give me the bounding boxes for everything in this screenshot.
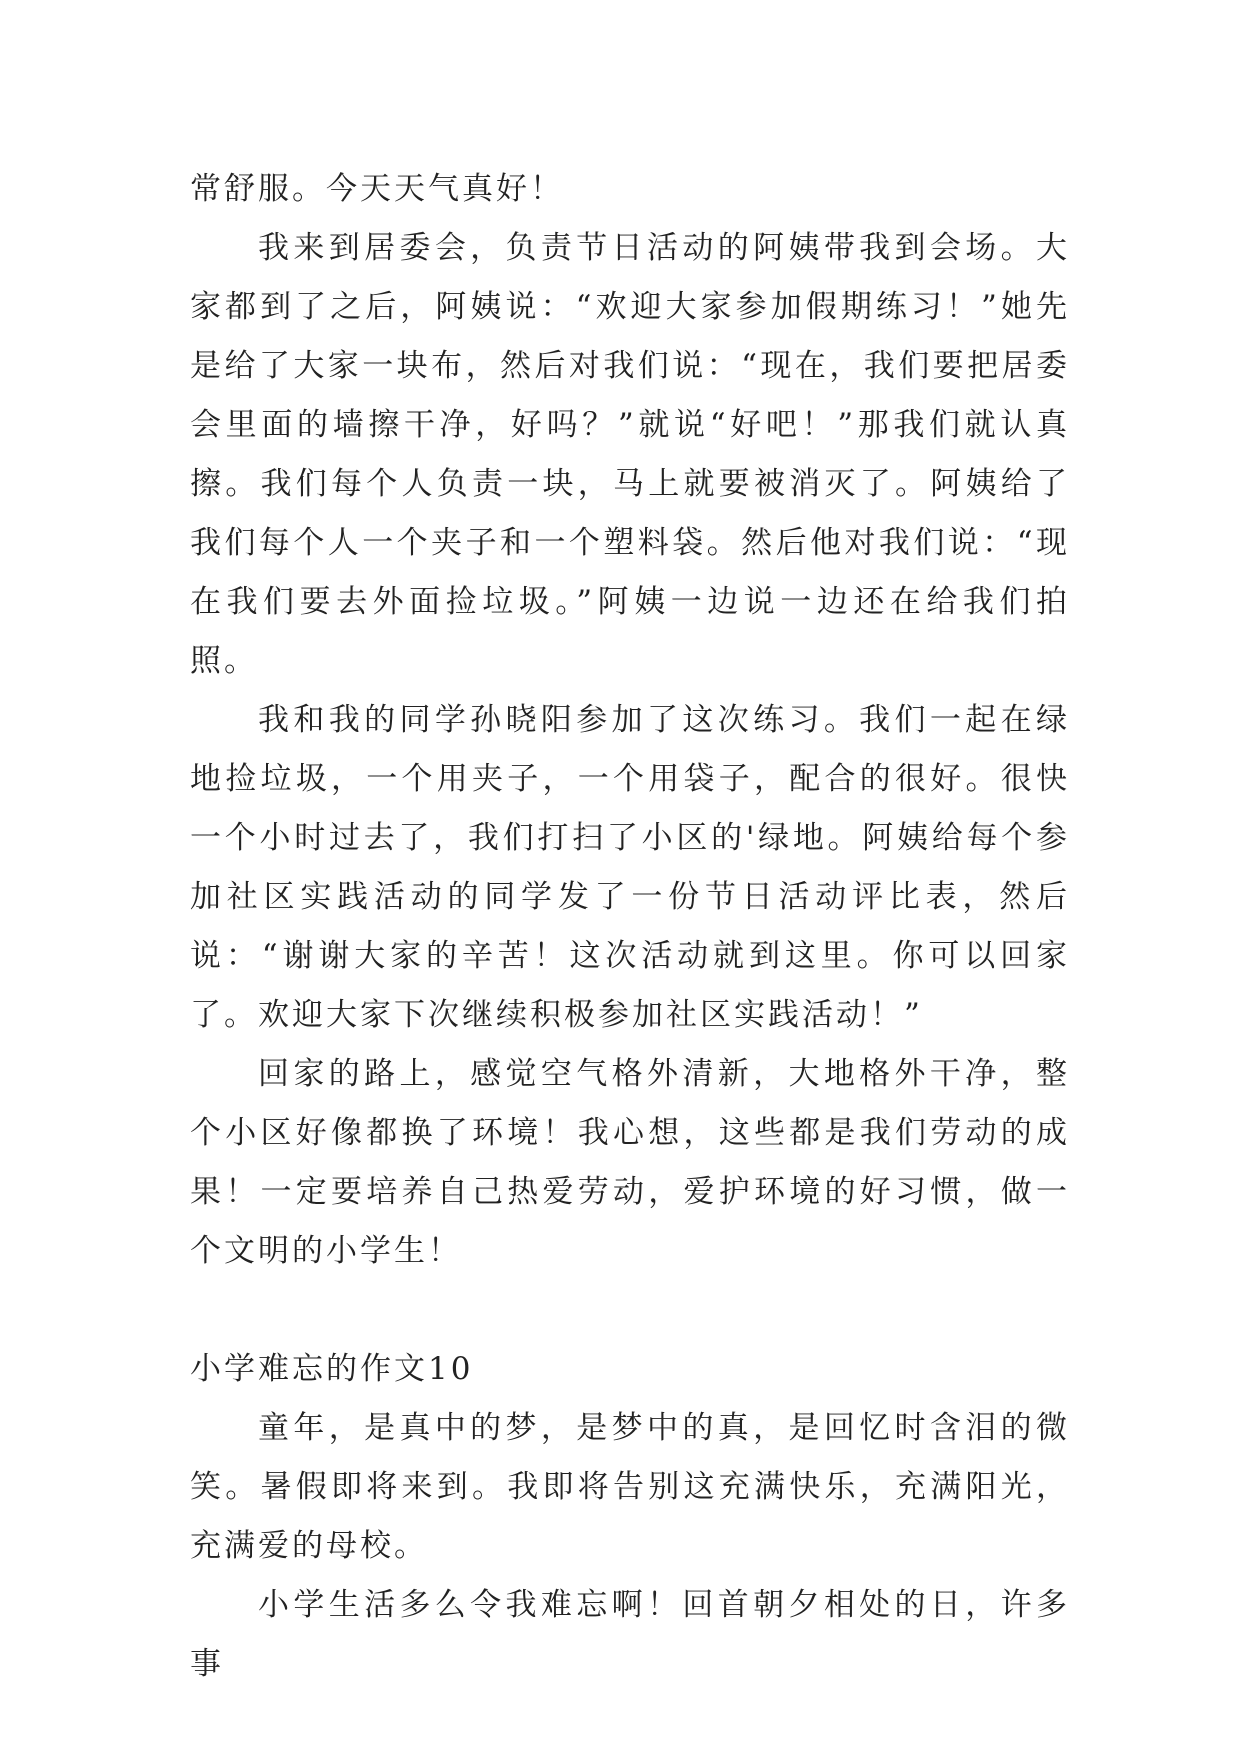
document-body — [190, 160, 1070, 1694]
paragraph-4: 回家的路上，感觉空气格外清新，大地格外干净，整个小区好像都换了环境！我心想，这些都是我们劳动的成果！一定要培养自己热爱劳动，爱护环境的好习惯，做一个文明的小学生！ — [190, 1056, 1070, 1269]
section-title: 小学难忘的作文10 — [190, 1351, 474, 1387]
paragraph-2: 我来到居委会，负责节日活动的阿姨带我到会场。大家都到了之后，阿姨说：“欢迎大家参加假期练习！”她先是给了大家一块布，然后对我们说：“现在，我们要把居委会里面的墙擦干净，好吗？”就说“好吧！”那我们就认真擦。我们每个人负责一块，马上就要被消灭了。阿姨给了我们每个人一个夹子和一个塑料袋。然后他对我们说：“现在我们要去外面捡垃圾。”阿姨一边说一边还在给我们拍照。 — [190, 230, 1070, 679]
paragraph-5: 童年，是真中的梦，是梦中的真，是回忆时含泪的微笑。暑假即将来到。我即将告别这充满快乐，充满阳光，充满爱的母校。 — [190, 1410, 1070, 1564]
paragraph-6: 小学生活多么令我难忘啊！回首朝夕相处的日，许多事 — [190, 1587, 1070, 1682]
paragraph-3: 我和我的同学孙晓阳参加了这次练习。我们一起在绿地捡垃圾，一个用夹子，一个用袋子，配合的很好。很快一个小时过去了，我们打扫了小区的'绿地。阿姨给每个参加社区实践活动的同学发了一份节日活动评比表，然后说：“谢谢大家的辛苦！这次活动就到这里。你可以回家了。欢迎大家下次继续积极参加社区实践活动！” — [190, 702, 1070, 1033]
paragraph-1: 常舒服。今天天气真好！ — [190, 171, 564, 207]
